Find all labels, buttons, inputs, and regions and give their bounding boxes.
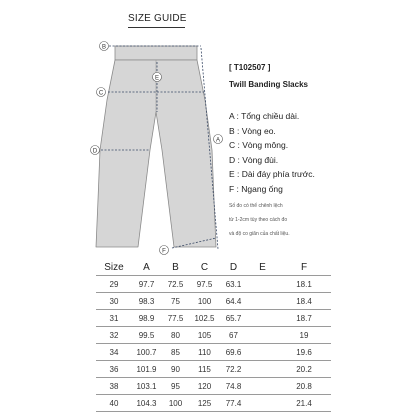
product-code: [ T102507 ] bbox=[229, 63, 271, 72]
measure-b-label: B bbox=[101, 44, 107, 51]
table-cell: 85 bbox=[161, 344, 190, 361]
column-header-f: F bbox=[277, 259, 331, 276]
table-cell: 69.6 bbox=[219, 344, 248, 361]
note-line: Số đo có thể chênh lệch bbox=[229, 203, 283, 209]
measurement-note bbox=[229, 199, 339, 241]
table-cell: 115 bbox=[190, 361, 219, 378]
legend-item-a: A : Tổng chiều dài. bbox=[229, 111, 300, 121]
table-cell: 31 bbox=[96, 310, 132, 327]
table-cell: 98.9 bbox=[132, 310, 161, 327]
table-cell bbox=[248, 361, 277, 378]
measure-f-label: F bbox=[162, 248, 166, 255]
size-guide-title: SIZE GUIDE bbox=[128, 13, 187, 24]
table-cell: 97.7 bbox=[132, 276, 161, 293]
legend-item-e: E : Dài đáy phía trước. bbox=[229, 169, 315, 180]
table-cell: 100 bbox=[190, 293, 219, 310]
column-header-c: C bbox=[190, 259, 219, 276]
table-cell: 32 bbox=[96, 327, 132, 344]
table-cell: 120 bbox=[190, 378, 219, 395]
measurement-legend bbox=[229, 109, 315, 197]
table-cell: 40 bbox=[96, 395, 132, 412]
table-cell: 103.1 bbox=[132, 378, 161, 395]
table-cell: 67 bbox=[219, 327, 248, 344]
table-cell: 77.5 bbox=[161, 310, 190, 327]
table-cell: 65.7 bbox=[219, 310, 248, 327]
table-cell: 20.2 bbox=[277, 361, 331, 378]
table-row bbox=[96, 395, 331, 412]
note-line: từ 1-2cm tùy theo cách đo bbox=[229, 217, 288, 223]
table-cell bbox=[248, 276, 277, 293]
table-row bbox=[96, 327, 331, 344]
table-row bbox=[96, 293, 331, 310]
table-cell: 105 bbox=[190, 327, 219, 344]
table-cell: 72.5 bbox=[161, 276, 190, 293]
table-cell: 38 bbox=[96, 378, 132, 395]
table-cell: 90 bbox=[161, 361, 190, 378]
table-cell: 72.2 bbox=[219, 361, 248, 378]
table-cell: 100 bbox=[161, 395, 190, 412]
table-cell: 98.3 bbox=[132, 293, 161, 310]
column-header-b: B bbox=[161, 259, 190, 276]
legend-item-c: C : Vòng mông. bbox=[229, 140, 289, 151]
note-line: và độ co giãn của chất liệu. bbox=[229, 231, 290, 237]
table-cell: 21.4 bbox=[277, 395, 331, 412]
table-cell: 95 bbox=[161, 378, 190, 395]
table-cell bbox=[248, 378, 277, 395]
legend-item-d: D : Vòng đùi. bbox=[229, 154, 279, 165]
table-cell bbox=[248, 327, 277, 344]
table-cell bbox=[248, 395, 277, 412]
table-cell: 102.5 bbox=[190, 310, 219, 327]
table-cell bbox=[248, 310, 277, 327]
table-cell: 97.5 bbox=[190, 276, 219, 293]
table-cell: 19 bbox=[277, 327, 331, 344]
table-cell: 104.3 bbox=[132, 395, 161, 412]
table-cell: 74.8 bbox=[219, 378, 248, 395]
table-cell: 101.9 bbox=[132, 361, 161, 378]
column-header-d: D bbox=[219, 259, 248, 276]
pants-waistband bbox=[115, 46, 197, 60]
table-cell: 18.4 bbox=[277, 293, 331, 310]
table-cell: 80 bbox=[161, 327, 190, 344]
table-cell: 19.6 bbox=[277, 344, 331, 361]
table-row bbox=[96, 378, 331, 395]
column-header-e: E bbox=[248, 259, 277, 276]
table-cell: 125 bbox=[190, 395, 219, 412]
size-table bbox=[96, 259, 331, 412]
column-header-a: A bbox=[132, 259, 161, 276]
table-row bbox=[96, 344, 331, 361]
table-row bbox=[96, 310, 331, 327]
table-cell: 99.5 bbox=[132, 327, 161, 344]
table-cell: 30 bbox=[96, 293, 132, 310]
table-cell: 100.7 bbox=[132, 344, 161, 361]
table-cell: 34 bbox=[96, 344, 132, 361]
product-name: Twill Banding Slacks bbox=[229, 80, 308, 89]
table-cell: 29 bbox=[96, 276, 132, 293]
table-cell: 75 bbox=[161, 293, 190, 310]
legend-item-b: B : Vòng eo. bbox=[229, 125, 276, 136]
measure-c-label: C bbox=[98, 90, 104, 97]
table-cell: 110 bbox=[190, 344, 219, 361]
table-cell: 18.7 bbox=[277, 310, 331, 327]
measure-e-label: E bbox=[154, 75, 160, 82]
table-cell: 18.1 bbox=[277, 276, 331, 293]
table-cell: 36 bbox=[96, 361, 132, 378]
table-row bbox=[96, 361, 331, 378]
table-cell bbox=[248, 344, 277, 361]
table-cell: 64.4 bbox=[219, 293, 248, 310]
measure-a-label: A bbox=[215, 137, 221, 144]
measure-d-label: D bbox=[92, 148, 98, 155]
table-cell: 63.1 bbox=[219, 276, 248, 293]
column-header-size: Size bbox=[96, 259, 132, 276]
table-header-row bbox=[96, 259, 331, 276]
table-row bbox=[96, 276, 331, 293]
table-cell: 20.8 bbox=[277, 378, 331, 395]
legend-item-f: F : Ngang ống bbox=[229, 183, 283, 194]
table-cell bbox=[248, 293, 277, 310]
table-cell: 77.4 bbox=[219, 395, 248, 412]
